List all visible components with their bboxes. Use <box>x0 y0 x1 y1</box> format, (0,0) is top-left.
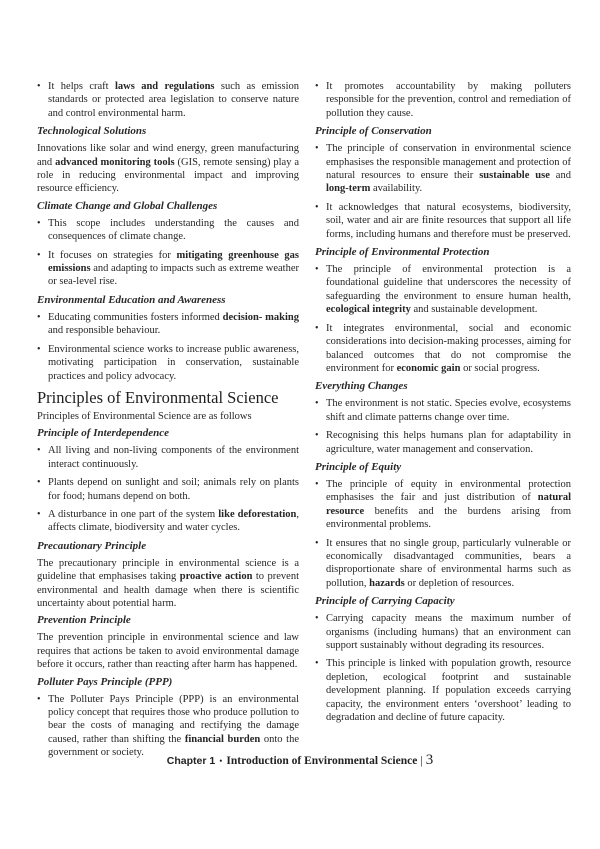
subheading-prevention: Prevention Principle <box>37 614 131 627</box>
bullet-icon: • <box>315 658 319 670</box>
subheading-conservation: Principle of Conservation <box>315 125 432 138</box>
subheading-technological-solutions: Technological Solutions <box>37 125 147 138</box>
footer-bullet-icon: • <box>219 756 223 766</box>
bullet-icon: • <box>315 613 319 625</box>
bullet-icon: • <box>37 693 41 705</box>
list-item: • A disturbance in one part of the system like deforestation, affects climate, biodiversity and water cycles. <box>37 508 299 534</box>
page-footer <box>0 752 600 769</box>
bullet-icon: • <box>37 477 41 489</box>
subheading-carrying-capacity: Principle of Carrying Capacity <box>315 595 455 608</box>
list-item: • It helps craft laws and regulations such as emission standards or protected area legislation to conserve nature and control environmental harm. <box>37 81 300 119</box>
bullet-icon: • <box>315 430 319 442</box>
list-item: • The environment is not static. Species evolve, ecosystems shift and climate patterns change over time. <box>315 398 571 423</box>
list-item: • All living and non-living components of the environment interact continuously. <box>37 445 299 470</box>
paragraph: The prevention principle in environmental science and law requires that actions be taken to avoid environmental damage before it occurs, rather than reacting after harm has happened. <box>37 632 299 671</box>
list-item: • It integrates environmental, social and economic considerations into decision-making processes, aiming for balanced outcomes that do not compromise the environment for economic gain or social progress. <box>315 322 571 374</box>
list-item: • It focuses on strategies for mitigating greenhouse gas emissions and adapting to impacts such as extreme weather or sea-level rise. <box>37 249 299 288</box>
subheading-environmental-education: Environmental Education and Awareness <box>37 293 226 306</box>
bullet-icon: • <box>315 478 319 490</box>
bullet-icon: • <box>37 508 41 520</box>
list-item: • Carrying capacity means the maximum number of organisms (including humans) that an environment can support sustainably without degrading its resources. <box>315 613 571 651</box>
list-item: • The principle of environmental protection is a foundational guideline that underscores the necessity of safeguarding the environment to ensure human health, ecological integrity and sustainable development. <box>315 264 571 316</box>
page-number: 3 <box>425 752 434 768</box>
subheading-climate-change: Climate Change and Global Challenges <box>37 199 218 212</box>
paragraph: Innovations like solar and wind energy, green manufacturing and advanced monitoring tools (GIS, remote sensing) play a role in reducing environmental impact and improving resource efficiency. <box>37 143 299 195</box>
bullet-icon: • <box>315 201 319 213</box>
left-column <box>37 80 299 765</box>
page-body <box>37 80 571 780</box>
subheading-equity: Principle of Equity <box>315 460 402 473</box>
subheading-environmental-protection: Principle of Environmental Protection <box>315 246 490 259</box>
bullet-icon: • <box>37 311 41 323</box>
subheading-polluter-pays: Polluter Pays Principle (PPP) <box>37 675 173 688</box>
subheading-interdependence: Principle of Interdependence <box>37 427 169 440</box>
bullet-icon: • <box>37 217 41 229</box>
bullet-icon: • <box>37 81 41 92</box>
bullet-icon: • <box>315 398 319 410</box>
list-item: • Plants depend on sunlight and soil; animals rely on plants for food; humans depend on both. <box>37 477 299 502</box>
bullet-icon: • <box>315 537 319 549</box>
right-column <box>315 80 571 729</box>
bullet-icon: • <box>315 264 319 276</box>
section-intro: Principles of Environmental Science are as follows <box>37 410 252 422</box>
list-item: • It promotes accountability by making polluters responsible for the prevention, control and remediation of pollution they cause. <box>315 81 571 119</box>
subheading-precautionary: Precautionary Principle <box>37 539 147 552</box>
bullet-icon: • <box>315 322 319 334</box>
chapter-title: Introduction of Environmental Science <box>226 755 418 767</box>
chapter-label: Chapter 1 <box>166 755 216 767</box>
list-item: • This scope includes understanding the causes and consequences of climate change. <box>37 217 299 243</box>
list-item: • Recognising this helps humans plan for adaptability in agriculture, water management and conservation. <box>315 430 571 455</box>
section-title: Principles of Environmental Science <box>37 387 279 407</box>
list-item: • The principle of equity in environmental protection emphasises the fair and just distribution of natural resource benefits and the burdens arising from environmental problems. <box>315 478 571 531</box>
footer-separator: | <box>420 753 423 767</box>
list-item: • It ensures that no single group, particularly vulnerable or economically disadvantaged communities, bears a disproportionate share of environmental harms such as pollution, hazards or depletion of resources. <box>315 537 571 589</box>
bullet-icon: • <box>37 343 41 355</box>
list-item: • The principle of conservation in environmental science emphasises the responsible management and protection of natural resources to ensure their sustainable use and long-term availability. <box>315 143 571 195</box>
list-item: • It acknowledges that natural ecosystems, biodiversity, soil, water and air are finite resources that support all life forms, including humans and therefore must be preserved. <box>315 201 571 240</box>
list-item: • The Polluter Pays Principle (PPP) is an environmental policy concept that requires those who produce pollution to bear the costs of managing and rectifying the damage caused, rather than shifting the financial burden onto the government or society. <box>37 693 299 759</box>
bullet-icon: • <box>37 445 41 457</box>
list-item: • Environmental science works to increase public awareness, motivating participation in conservation, sustainable practices and policy advocacy. <box>37 343 299 382</box>
bullet-icon: • <box>315 81 319 92</box>
subheading-everything-changes: Everything Changes <box>315 380 408 393</box>
bullet-icon: • <box>315 143 319 155</box>
paragraph: The precautionary principle in environmental science is a guideline that emphasises taking proactive action to prevent environmental and health damage when there is scientific uncertainty about potential harm. <box>37 557 299 609</box>
bullet-icon: • <box>37 249 41 261</box>
list-item: • Educating communities fosters informed decision- making and responsible behaviour. <box>37 311 300 337</box>
list-item: • This principle is linked with population growth, resource depletion, ecological footprint and sustainable development planning. If population exceeds carrying capacity, the environment enters ‘overshoot’ leading to degradation and decline of future capacity. <box>315 658 571 724</box>
